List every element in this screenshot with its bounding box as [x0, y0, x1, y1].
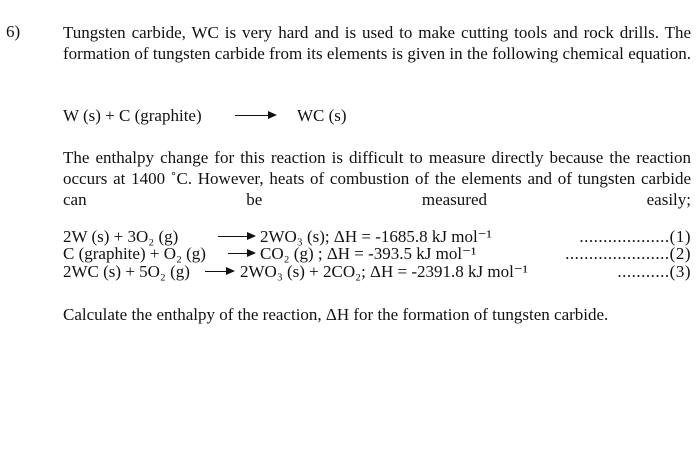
- reaction-arrow-icon: [205, 271, 233, 272]
- reaction-3-reactants: 2WC (s) + 5O₂ (g): [63, 262, 190, 281]
- reaction-1-label: ...................(1): [579, 227, 691, 246]
- reaction-3-label: ...........(3): [617, 262, 691, 281]
- reaction-3-products: 2WO₃ (s) + 2CO₂; ΔH = -2391.8 kJ mol⁻¹: [240, 262, 528, 281]
- reaction-1-products: 2WO₃ (s); ΔH = -1685.8 kJ mol⁻¹: [260, 227, 492, 246]
- reaction-arrow-icon: [218, 236, 254, 237]
- reaction-2-label: ......................(2): [565, 244, 691, 263]
- reaction-2-products: CO₂ (g) ; ΔH = -393.5 kJ mol⁻¹: [260, 244, 477, 263]
- main-equation-product: WC (s): [297, 106, 347, 125]
- reaction-arrow-icon: [235, 115, 275, 116]
- intro-paragraph: Tungsten carbide, WC is very hard and is used to make cutting tools and rock drills. The formation of tungsten carbide from its elements is given in the following chemical equation.: [63, 23, 691, 63]
- reaction-arrow-icon: [228, 253, 254, 254]
- enthalpy-paragraph: The enthalpy change for this reaction is difficult to measure directly because the reaction occurs at 1400 ˚C. However, heats of combustion of the elements and of tungsten carbide can be measured easily;: [63, 148, 691, 209]
- task-statement: Calculate the enthalpy of the reaction, ΔH for the formation of tungsten carbide.: [63, 305, 609, 324]
- reaction-line-3: [63, 262, 691, 282]
- reaction-2-reactants: C (graphite) + O₂ (g): [63, 244, 206, 263]
- question-number: 6): [6, 22, 21, 41]
- reaction-line-2: [63, 244, 691, 264]
- main-equation-reactants: W (s) + C (graphite): [63, 106, 202, 125]
- reaction-1-reactants: 2W (s) + 3O₂ (g): [63, 227, 179, 246]
